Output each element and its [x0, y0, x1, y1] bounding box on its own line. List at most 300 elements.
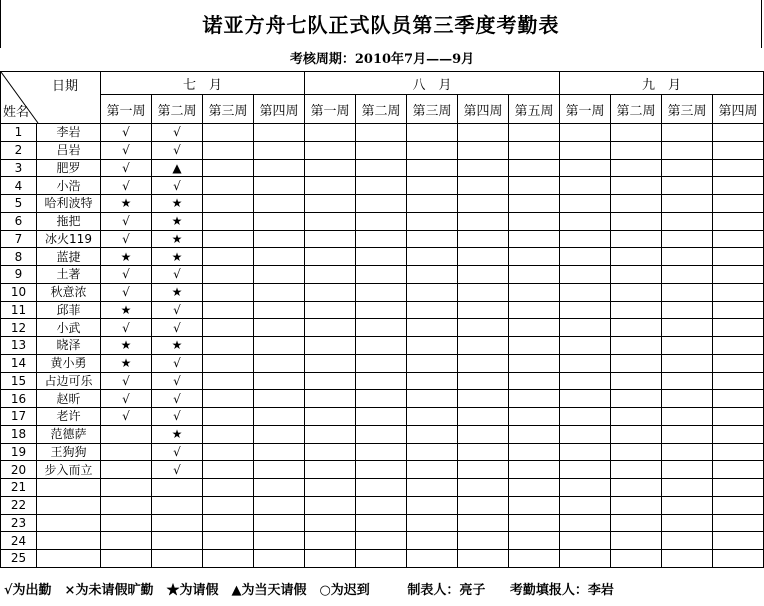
attendance-cell — [560, 230, 611, 248]
attendance-cell — [356, 532, 407, 550]
attendance-cell — [509, 550, 560, 568]
table-row — [1, 319, 764, 337]
attendance-cell — [305, 496, 356, 514]
attendance-cell — [560, 479, 611, 497]
row-number: 8 — [1, 248, 37, 266]
attendance-cell — [458, 283, 509, 301]
row-number: 20 — [1, 461, 37, 479]
attendance-cell — [305, 532, 356, 550]
attendance-cell — [152, 496, 203, 514]
member-name: 李岩 — [37, 124, 101, 142]
attendance-cell — [509, 425, 560, 443]
reporter-label: 考勤填报人：李岩 — [509, 583, 614, 598]
attendance-cell — [560, 550, 611, 568]
attendance-cell — [407, 266, 458, 284]
attendance-cell — [560, 248, 611, 266]
header-corner-cell — [1, 72, 101, 124]
attendance-cell — [509, 283, 560, 301]
attendance-cell — [203, 337, 254, 355]
table-row — [1, 248, 764, 266]
attendance-cell — [509, 496, 560, 514]
attendance-cell — [203, 177, 254, 195]
member-name: 晓泽 — [37, 337, 101, 355]
attendance-cell: ▲ — [152, 159, 203, 177]
attendance-cell — [458, 461, 509, 479]
attendance-cell — [254, 124, 305, 142]
attendance-cell — [254, 230, 305, 248]
attendance-cell — [203, 283, 254, 301]
member-name: 占边可乐 — [37, 372, 101, 390]
week-header: 第二周 — [152, 95, 203, 124]
attendance-cell — [560, 514, 611, 532]
attendance-cell — [509, 408, 560, 426]
attendance-cell — [203, 230, 254, 248]
attendance-cell — [713, 248, 764, 266]
attendance-cell — [101, 425, 152, 443]
table-row — [1, 124, 764, 142]
member-name — [37, 514, 101, 532]
attendance-cell — [305, 124, 356, 142]
attendance-cell — [560, 337, 611, 355]
attendance-cell — [203, 212, 254, 230]
attendance-cell — [305, 372, 356, 390]
attendance-cell — [713, 496, 764, 514]
attendance-cell — [509, 461, 560, 479]
table-row — [1, 443, 764, 461]
row-number: 19 — [1, 443, 37, 461]
table-row — [1, 230, 764, 248]
attendance-cell — [305, 230, 356, 248]
attendance-cell — [407, 212, 458, 230]
attendance-cell — [305, 301, 356, 319]
attendance-cell — [305, 195, 356, 213]
attendance-cell — [356, 443, 407, 461]
attendance-cell — [356, 283, 407, 301]
attendance-cell — [560, 301, 611, 319]
row-number: 2 — [1, 141, 37, 159]
attendance-cell — [662, 248, 713, 266]
attendance-cell — [407, 301, 458, 319]
attendance-cell — [305, 408, 356, 426]
attendance-cell — [356, 177, 407, 195]
attendance-cell: ★ — [152, 337, 203, 355]
row-number: 7 — [1, 230, 37, 248]
month-header-9: 九 月 — [560, 72, 764, 95]
attendance-cell — [662, 124, 713, 142]
attendance-cell: √ — [101, 212, 152, 230]
attendance-cell — [458, 496, 509, 514]
table-row — [1, 159, 764, 177]
attendance-cell — [713, 550, 764, 568]
attendance-cell — [254, 177, 305, 195]
attendance-cell — [356, 195, 407, 213]
attendance-cell — [101, 532, 152, 550]
attendance-cell — [662, 354, 713, 372]
attendance-cell — [254, 159, 305, 177]
attendance-cell — [203, 461, 254, 479]
attendance-cell — [713, 159, 764, 177]
attendance-cell — [611, 461, 662, 479]
attendance-cell — [509, 319, 560, 337]
attendance-cell — [560, 532, 611, 550]
attendance-cell — [611, 248, 662, 266]
attendance-cell — [356, 461, 407, 479]
attendance-cell — [713, 461, 764, 479]
attendance-cell — [305, 319, 356, 337]
table-row — [1, 425, 764, 443]
attendance-cell — [662, 266, 713, 284]
row-number: 23 — [1, 514, 37, 532]
attendance-cell — [662, 159, 713, 177]
attendance-cell — [407, 248, 458, 266]
attendance-cell — [611, 408, 662, 426]
attendance-cell — [611, 301, 662, 319]
attendance-cell — [203, 479, 254, 497]
attendance-cell — [152, 514, 203, 532]
row-number: 24 — [1, 532, 37, 550]
table-row — [1, 461, 764, 479]
attendance-cell — [356, 266, 407, 284]
attendance-cell — [407, 496, 458, 514]
attendance-cell — [611, 212, 662, 230]
attendance-cell — [254, 550, 305, 568]
attendance-cell: √ — [101, 372, 152, 390]
attendance-cell: ★ — [101, 301, 152, 319]
week-header: 第三周 — [203, 95, 254, 124]
attendance-cell — [662, 177, 713, 195]
attendance-cell — [203, 124, 254, 142]
row-number: 13 — [1, 337, 37, 355]
attendance-cell — [407, 425, 458, 443]
attendance-cell: √ — [152, 390, 203, 408]
attendance-cell — [458, 159, 509, 177]
attendance-cell — [560, 408, 611, 426]
member-name — [37, 496, 101, 514]
attendance-cell — [203, 532, 254, 550]
attendance-cell — [305, 514, 356, 532]
attendance-cell — [713, 301, 764, 319]
member-name: 黄小勇 — [37, 354, 101, 372]
attendance-cell — [203, 266, 254, 284]
attendance-cell — [611, 177, 662, 195]
attendance-cell — [356, 354, 407, 372]
attendance-cell — [407, 283, 458, 301]
attendance-cell — [254, 496, 305, 514]
attendance-cell — [458, 408, 509, 426]
attendance-cell — [101, 496, 152, 514]
member-name: 小武 — [37, 319, 101, 337]
attendance-cell — [254, 354, 305, 372]
table-row — [1, 514, 764, 532]
attendance-cell: ★ — [101, 354, 152, 372]
attendance-cell — [356, 124, 407, 142]
attendance-cell — [509, 301, 560, 319]
attendance-cell — [101, 443, 152, 461]
attendance-cell: √ — [152, 141, 203, 159]
week-header-row — [1, 95, 764, 124]
attendance-cell: √ — [152, 319, 203, 337]
attendance-cell — [662, 461, 713, 479]
attendance-cell — [356, 514, 407, 532]
attendance-cell: √ — [152, 301, 203, 319]
attendance-cell — [560, 443, 611, 461]
sheet-title: 诺亚方舟七队正式队员第三季度考勤表 — [0, 0, 762, 48]
row-number: 15 — [1, 372, 37, 390]
attendance-cell — [356, 230, 407, 248]
legend-footer — [0, 579, 764, 603]
attendance-cell — [713, 390, 764, 408]
attendance-cell — [101, 461, 152, 479]
attendance-cell: ★ — [152, 230, 203, 248]
week-header: 第一周 — [560, 95, 611, 124]
attendance-cell — [203, 496, 254, 514]
table-row — [1, 195, 764, 213]
attendance-cell — [203, 408, 254, 426]
attendance-cell — [254, 425, 305, 443]
attendance-cell — [509, 159, 560, 177]
attendance-cell — [713, 212, 764, 230]
attendance-cell — [203, 301, 254, 319]
attendance-cell — [713, 354, 764, 372]
legend-item: ×为未请假旷勤 — [64, 583, 154, 598]
attendance-cell — [356, 372, 407, 390]
table-row — [1, 550, 764, 568]
attendance-cell — [407, 124, 458, 142]
attendance-cell — [356, 301, 407, 319]
attendance-cell — [560, 354, 611, 372]
attendance-cell: √ — [101, 390, 152, 408]
attendance-cell — [356, 337, 407, 355]
attendance-cell — [509, 479, 560, 497]
attendance-cell — [713, 266, 764, 284]
month-header-row — [1, 72, 764, 95]
attendance-cell — [560, 159, 611, 177]
attendance-cell — [713, 425, 764, 443]
attendance-cell — [203, 514, 254, 532]
attendance-cell — [458, 354, 509, 372]
attendance-cell — [305, 141, 356, 159]
attendance-cell: √ — [152, 372, 203, 390]
member-name: 哈利波特 — [37, 195, 101, 213]
attendance-cell — [560, 124, 611, 142]
table-row — [1, 390, 764, 408]
attendance-cell — [254, 283, 305, 301]
attendance-cell — [509, 337, 560, 355]
attendance-cell — [509, 230, 560, 248]
attendance-cell — [254, 461, 305, 479]
row-number: 17 — [1, 408, 37, 426]
attendance-cell: √ — [101, 408, 152, 426]
attendance-cell — [203, 141, 254, 159]
row-number: 22 — [1, 496, 37, 514]
attendance-cell — [356, 248, 407, 266]
legend-item: √为出勤 — [4, 583, 52, 598]
member-name — [37, 532, 101, 550]
attendance-cell — [560, 425, 611, 443]
attendance-cell — [509, 248, 560, 266]
attendance-cell: √ — [152, 266, 203, 284]
month-header-7: 七 月 — [101, 72, 305, 95]
attendance-cell — [713, 141, 764, 159]
member-name: 赵昕 — [37, 390, 101, 408]
attendance-cell — [305, 461, 356, 479]
member-name: 拖把 — [37, 212, 101, 230]
member-name: 步入而立 — [37, 461, 101, 479]
attendance-cell — [458, 425, 509, 443]
attendance-cell — [611, 337, 662, 355]
attendance-cell: √ — [101, 141, 152, 159]
table-row — [1, 177, 764, 195]
attendance-cell — [458, 550, 509, 568]
attendance-cell — [407, 230, 458, 248]
attendance-cell — [713, 337, 764, 355]
member-name: 小浩 — [37, 177, 101, 195]
maker-label: 制表人：亮子 — [407, 583, 486, 598]
table-row — [1, 301, 764, 319]
attendance-cell — [611, 354, 662, 372]
attendance-cell — [713, 372, 764, 390]
week-header: 第五周 — [509, 95, 560, 124]
attendance-cell — [509, 354, 560, 372]
attendance-cell — [356, 159, 407, 177]
table-row — [1, 283, 764, 301]
attendance-cell — [407, 532, 458, 550]
attendance-cell — [611, 195, 662, 213]
attendance-cell — [611, 425, 662, 443]
attendance-cell — [458, 479, 509, 497]
attendance-cell — [203, 443, 254, 461]
week-header: 第二周 — [611, 95, 662, 124]
member-name: 秋意浓 — [37, 283, 101, 301]
attendance-cell — [407, 408, 458, 426]
attendance-cell — [662, 550, 713, 568]
attendance-cell — [713, 195, 764, 213]
attendance-cell — [509, 372, 560, 390]
attendance-cell — [611, 514, 662, 532]
member-name: 王狗狗 — [37, 443, 101, 461]
attendance-table — [0, 71, 764, 568]
attendance-cell — [458, 248, 509, 266]
attendance-cell — [560, 266, 611, 284]
row-number: 5 — [1, 195, 37, 213]
attendance-cell — [509, 266, 560, 284]
attendance-cell — [254, 266, 305, 284]
attendance-cell — [611, 532, 662, 550]
attendance-cell — [305, 212, 356, 230]
attendance-cell — [662, 212, 713, 230]
attendance-cell — [509, 532, 560, 550]
attendance-cell — [305, 337, 356, 355]
week-header: 第二周 — [356, 95, 407, 124]
attendance-cell — [560, 212, 611, 230]
week-header: 第三周 — [662, 95, 713, 124]
attendance-cell — [611, 159, 662, 177]
attendance-cell — [560, 319, 611, 337]
week-header: 第四周 — [458, 95, 509, 124]
attendance-cell — [713, 408, 764, 426]
attendance-cell — [407, 372, 458, 390]
attendance-cell — [203, 319, 254, 337]
attendance-cell — [458, 195, 509, 213]
attendance-cell — [509, 177, 560, 195]
attendance-cell — [101, 550, 152, 568]
row-number: 16 — [1, 390, 37, 408]
attendance-cell — [560, 177, 611, 195]
row-number: 10 — [1, 283, 37, 301]
attendance-cell — [611, 124, 662, 142]
attendance-cell — [254, 390, 305, 408]
attendance-cell — [611, 319, 662, 337]
attendance-cell — [611, 443, 662, 461]
name-header-label: 姓名 — [3, 105, 30, 120]
table-row — [1, 532, 764, 550]
row-number: 3 — [1, 159, 37, 177]
attendance-cell — [458, 230, 509, 248]
attendance-cell — [713, 532, 764, 550]
attendance-cell — [662, 514, 713, 532]
date-header-label: 日期 — [52, 79, 79, 94]
attendance-cell — [254, 443, 305, 461]
attendance-cell — [356, 496, 407, 514]
row-number: 12 — [1, 319, 37, 337]
attendance-cell: √ — [101, 283, 152, 301]
member-name: 蓝捷 — [37, 248, 101, 266]
attendance-cell — [458, 532, 509, 550]
attendance-cell — [611, 390, 662, 408]
attendance-cell — [458, 177, 509, 195]
attendance-cell — [407, 461, 458, 479]
attendance-cell — [305, 266, 356, 284]
attendance-cell — [305, 550, 356, 568]
attendance-cell: ★ — [152, 248, 203, 266]
attendance-cell — [611, 283, 662, 301]
attendance-cell — [458, 337, 509, 355]
attendance-cell — [509, 514, 560, 532]
attendance-cell: ★ — [152, 195, 203, 213]
attendance-cell — [356, 319, 407, 337]
attendance-cell — [560, 390, 611, 408]
attendance-cell — [662, 390, 713, 408]
attendance-cell: ★ — [101, 195, 152, 213]
attendance-cell — [356, 425, 407, 443]
attendance-cell — [713, 319, 764, 337]
attendance-cell — [458, 212, 509, 230]
table-row — [1, 212, 764, 230]
attendance-cell — [203, 159, 254, 177]
attendance-cell — [356, 212, 407, 230]
attendance-cell — [101, 514, 152, 532]
attendance-cell: √ — [101, 177, 152, 195]
attendance-cell: √ — [152, 408, 203, 426]
row-number: 25 — [1, 550, 37, 568]
attendance-cell: ★ — [152, 283, 203, 301]
attendance-cell — [458, 372, 509, 390]
attendance-cell — [560, 496, 611, 514]
attendance-cell — [611, 372, 662, 390]
attendance-cell — [458, 266, 509, 284]
attendance-cell — [305, 159, 356, 177]
attendance-cell — [254, 248, 305, 266]
attendance-cell — [662, 301, 713, 319]
attendance-cell — [611, 141, 662, 159]
member-name: 冰火119 — [37, 230, 101, 248]
attendance-cell — [305, 354, 356, 372]
attendance-cell: ★ — [152, 212, 203, 230]
attendance-cell — [305, 390, 356, 408]
attendance-cell — [560, 372, 611, 390]
attendance-cell — [407, 195, 458, 213]
attendance-cell — [254, 141, 305, 159]
